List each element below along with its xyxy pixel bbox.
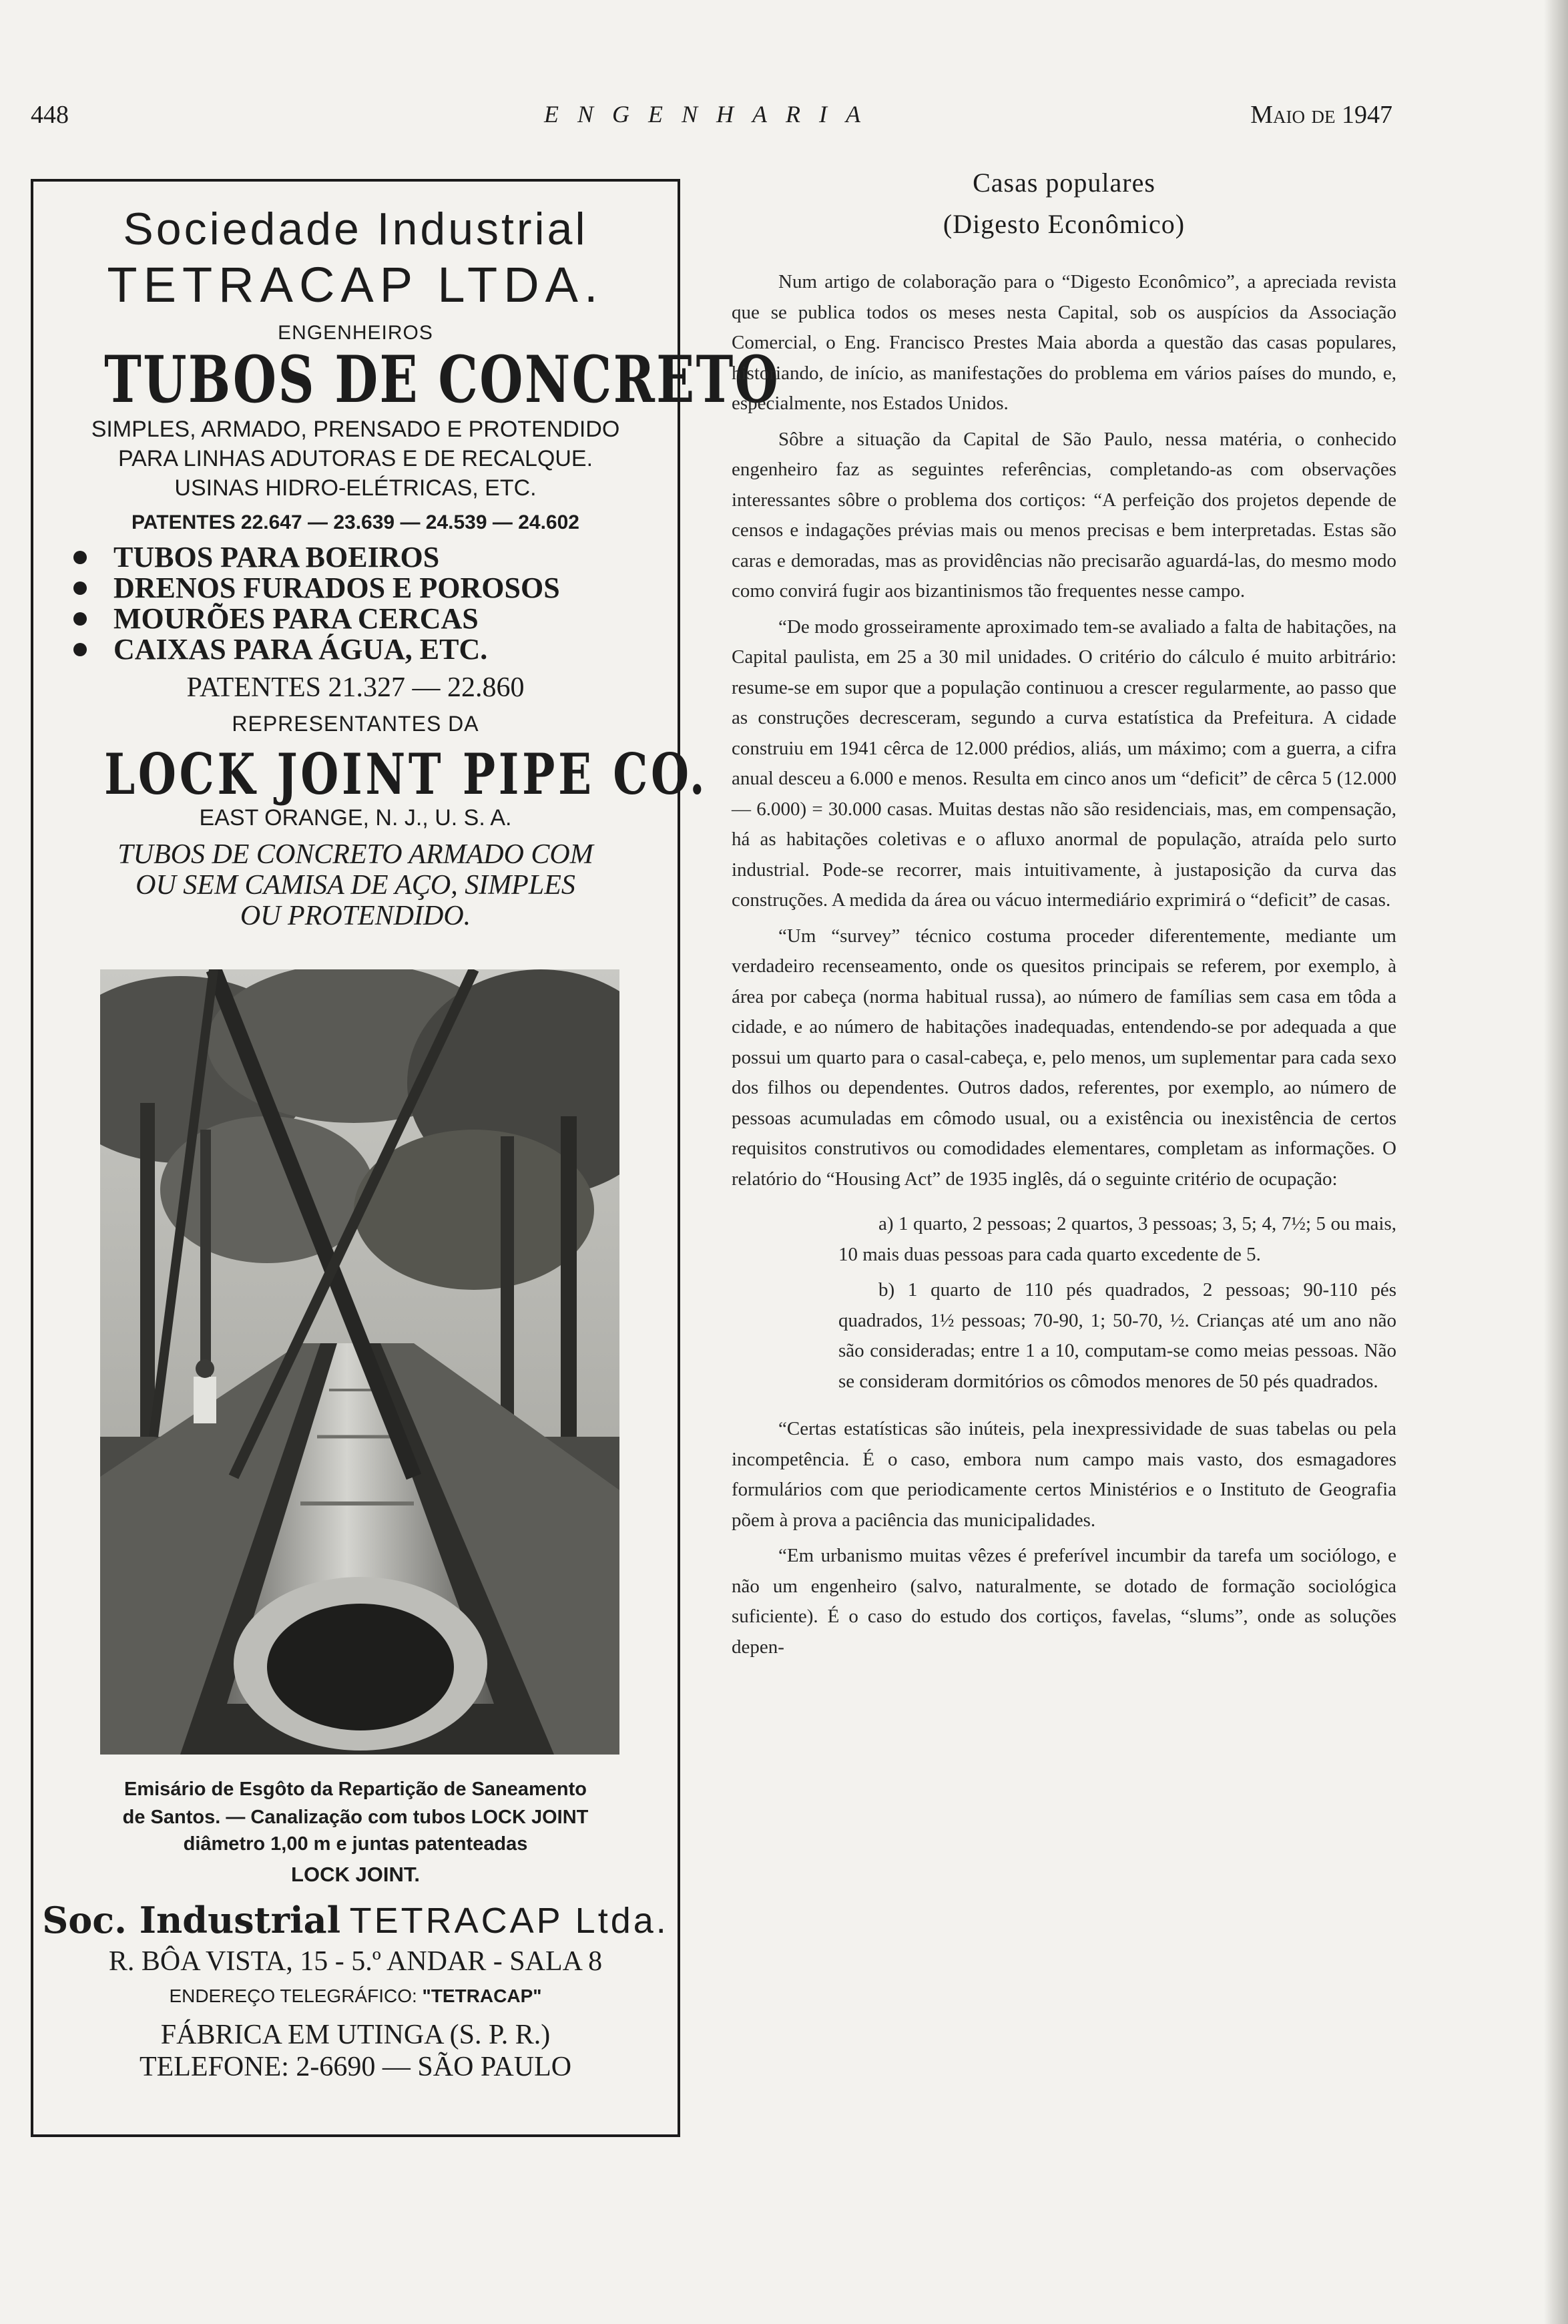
occupancy-criteria-list [838,1209,1396,1397]
ad-bullet-text: MOURÕES PARA CERCAS [113,602,479,635]
ad-bullet-item [73,634,647,665]
ad-patents-2: PATENTES 21.327 — 22.860 [186,672,525,703]
article-paragraph: Sôbre a situação da Capital de São Paulo, nessa matéria, o conhecido engenheiro faz as seguintes referências, completando-as com observações interessantes sôbre o problema dos cortiços: “A perfeição dos projetos depende de censos e indagações prévias mais ou menos precisas e bem interpretadas. Estas são caras e demoradas, mas as providências não precisarão aguardá-las, do mesmo modo como convirá fugir aos bizantinismos tão frequentes nesse campo. [732,428,1396,602]
ad-caption-line-4: LOCK JOINT. [291,1863,420,1886]
page-edge-shadow [1544,0,1568,2324]
ad-caption-line-1: Emisário de Esgôto da Repartição de Saneamento [124,1779,587,1800]
ad-product-desc-1: SIMPLES, ARMADO, PRENSADO E PROTENDIDO [91,417,620,442]
ad-representantes: REPRESENTANTES DA [232,712,479,736]
ad-italic-line-2: OU SEM CAMISA DE AÇO, SIMPLES [136,870,575,901]
article-title: Casas populares [973,168,1155,198]
article-paragraph: Num artigo de colaboração para o “Digesto Econômico”, a apreciada revista que se publica todos os meses nesta Capital, sob os auspícios da Associação Comercial, o Eng. Francisco Prestes Maia aborda a questão das casas populares, historiando, de início, as manifestações do problema em vários países do mundo, e, especialmente, nos Estados Unidos. [732,271,1396,414]
ad-patents-1: PATENTES 22.647 — 23.639 — 24.539 — 24.602 [132,511,579,533]
ad-company-line1: Sociedade Industrial [123,204,588,254]
ad-italic-line-1: TUBOS DE CONCRETO ARMADO COM [117,839,593,870]
ad-product-desc-2: PARA LINHAS ADUTORAS E DE RECALQUE. [117,446,593,471]
article-paragraph: “De modo grosseiramente aproximado tem-se avaliado a falta de habitações, na Capital paulista, em 25 a 30 mil unidades. O critério do cálculo é muito arbitrário: resume-se em supor que a população continuou a crescer regularmente, ao passo que as construções decresceram, segundo a curva estatística da Prefeitura. A cidade construiu em 1941 cêrca de 12.000 prédios, aliás, um máximo; com a guerra, a cifra anual desceu a 6.000 e menos. Resulta em cinco anos um “deficit” de cêrca 5 (12.000 — 6.000) = 30.000 casas. Muitas destas não são residenciais, mas, em compensação, há as habitações coletivas e o afluxo anormal de população, atraída pelo surto industrial. Pode-se recorrer, mais intuitivamente, à justaposição da curva das construções. A medida da área ou vácuo intermediário exprimirá o “deficit” de casas. [732,616,1396,911]
occupancy-criterion-a: a) 1 quarto, 2 pessoas; 2 quartos, 3 pessoas; 3, 5; 4, 7½; 5 ou mais, 10 mais duas pessoas para cada quarto excedente de 5. [838,1213,1396,1265]
ad-bullet-item [73,542,647,573]
ad-bullet-list [73,542,647,665]
ad-footer-phone: TELEFONE: 2-6690 — SÃO PAULO [139,2052,572,2082]
ad-footer-teleg-value: "TETRACAP" [422,1986,542,2006]
ad-bullet-text: TUBOS PARA BOEIROS [113,541,440,573]
article-paragraph: “Em urbanismo muitas vêzes é preferível incumbir da tarefa um sociólogo, e não um engenheiro (salvo, naturalmente, se dotado de formação sociológica suficiente). É o caso do estudo dos cortiços, favelas, “slums”, onde as soluções depen- [732,1545,1396,1658]
pipeline-photo-illustration [100,969,619,1755]
ad-footer-teleg-label: ENDEREÇO TELEGRÁFICO: [169,1986,417,2006]
pipeline-trench-photo [100,969,619,1755]
tetracap-advertisement [31,179,780,2137]
ad-bullet-item [73,604,647,634]
article-paragraph: “Um “survey” técnico costuma proceder diferentemente, mediante um verdadeiro recenseamento, onde os quesitos principais se referem, por exemplo, à área por cabeça (norma habitual russa), ao número de famílias sem casa em tôda a cidade, e ao número de habitações inadequadas, entendendo-se por adequada a que possui um quarto para o casal-cabeça, e, pelo menos, um suplementar para cada sexo dos filhos ou dependentes. Outros dados, referentes, por exemplo, ao número de pessoas acumuladas em cômodo usual, ou a existência ou inexistência de certos requisitos construtivos ou comodidades elementares, completam as informações. O relatório do “Housing Act” de 1935 inglês, dá o seguinte critério de ocupação: [732,925,1396,1190]
ad-caption-line-3: diâmetro 1,00 m e juntas patenteadas [183,1833,528,1855]
bullet-dot-icon [73,643,87,656]
issue-date: Maio de 1947 [1250,101,1392,129]
ad-footer-company [33,1899,678,1941]
article-casas-populares [732,167,1396,1668]
bullet-dot-icon [73,612,87,626]
ad-footer-soc: Soc. Industrial [42,1899,341,1941]
ad-footer-telegraph [33,1986,678,2007]
article-subtitle: (Digesto Econômico) [943,209,1186,239]
ad-rep-location: EAST ORANGE, N. J., U. S. A. [199,805,512,831]
ad-product-title: TUBOS DE CONCRETO [104,342,780,417]
page-header [31,100,1392,147]
ad-caption-line-2: de Santos. — Canalização com tubos LOCK JOINT [122,1807,589,1828]
bullet-dot-icon [73,551,87,564]
occupancy-criterion-b: b) 1 quarto de 110 pés quadrados, 2 pessoas; 90-110 pés quadrados, 1½ pessoas; 70-90, 1; 50-70, ½. Crianças até um ano não são consideradas; entre 1 a 10, computam-se como meias pessoas. Não se consideram dormitórios os cômodos menores de 50 pés quadrados. [838,1279,1396,1392]
ad-footer-factory: FÁBRICA EM UTINGA (S. P. R.) [160,2020,551,2050]
article-paragraph: “Certas estatísticas são inúteis, pela inexpressividade de suas tabelas ou pela incompetência. É o caso, embora num campo mais vasto, dos esmagadores formulários com que periodicamente certos Ministérios e o Instituto de Geografia põem à prova a paciência das municipalidades. [732,1418,1396,1531]
ad-bullet-item [73,573,647,604]
ad-italic-line-3: OU PROTENDIDO. [240,901,471,931]
journal-title: ENGENHARIA [544,101,879,128]
ad-footer-address: R. BÔA VISTA, 15 - 5.º ANDAR - SALA 8 [108,1946,603,1977]
ad-rep-company: LOCK JOINT PIPE CO. [104,741,708,807]
page-number: 448 [31,101,69,129]
ad-bullet-text: DRENOS FURADOS E POROSOS [113,571,560,604]
ad-bullet-text: CAIXAS PARA ÁGUA, ETC. [113,633,488,666]
ad-company-line2: TETRACAP LTDA. [107,257,604,312]
ad-product-desc-3: USINAS HIDRO-ELÉTRICAS, ETC. [174,475,537,501]
ad-engenheiros: ENGENHEIROS [278,322,433,344]
ad-footer-soc-name: TETRACAP Ltda. [349,1901,669,1941]
bullet-dot-icon [73,582,87,595]
